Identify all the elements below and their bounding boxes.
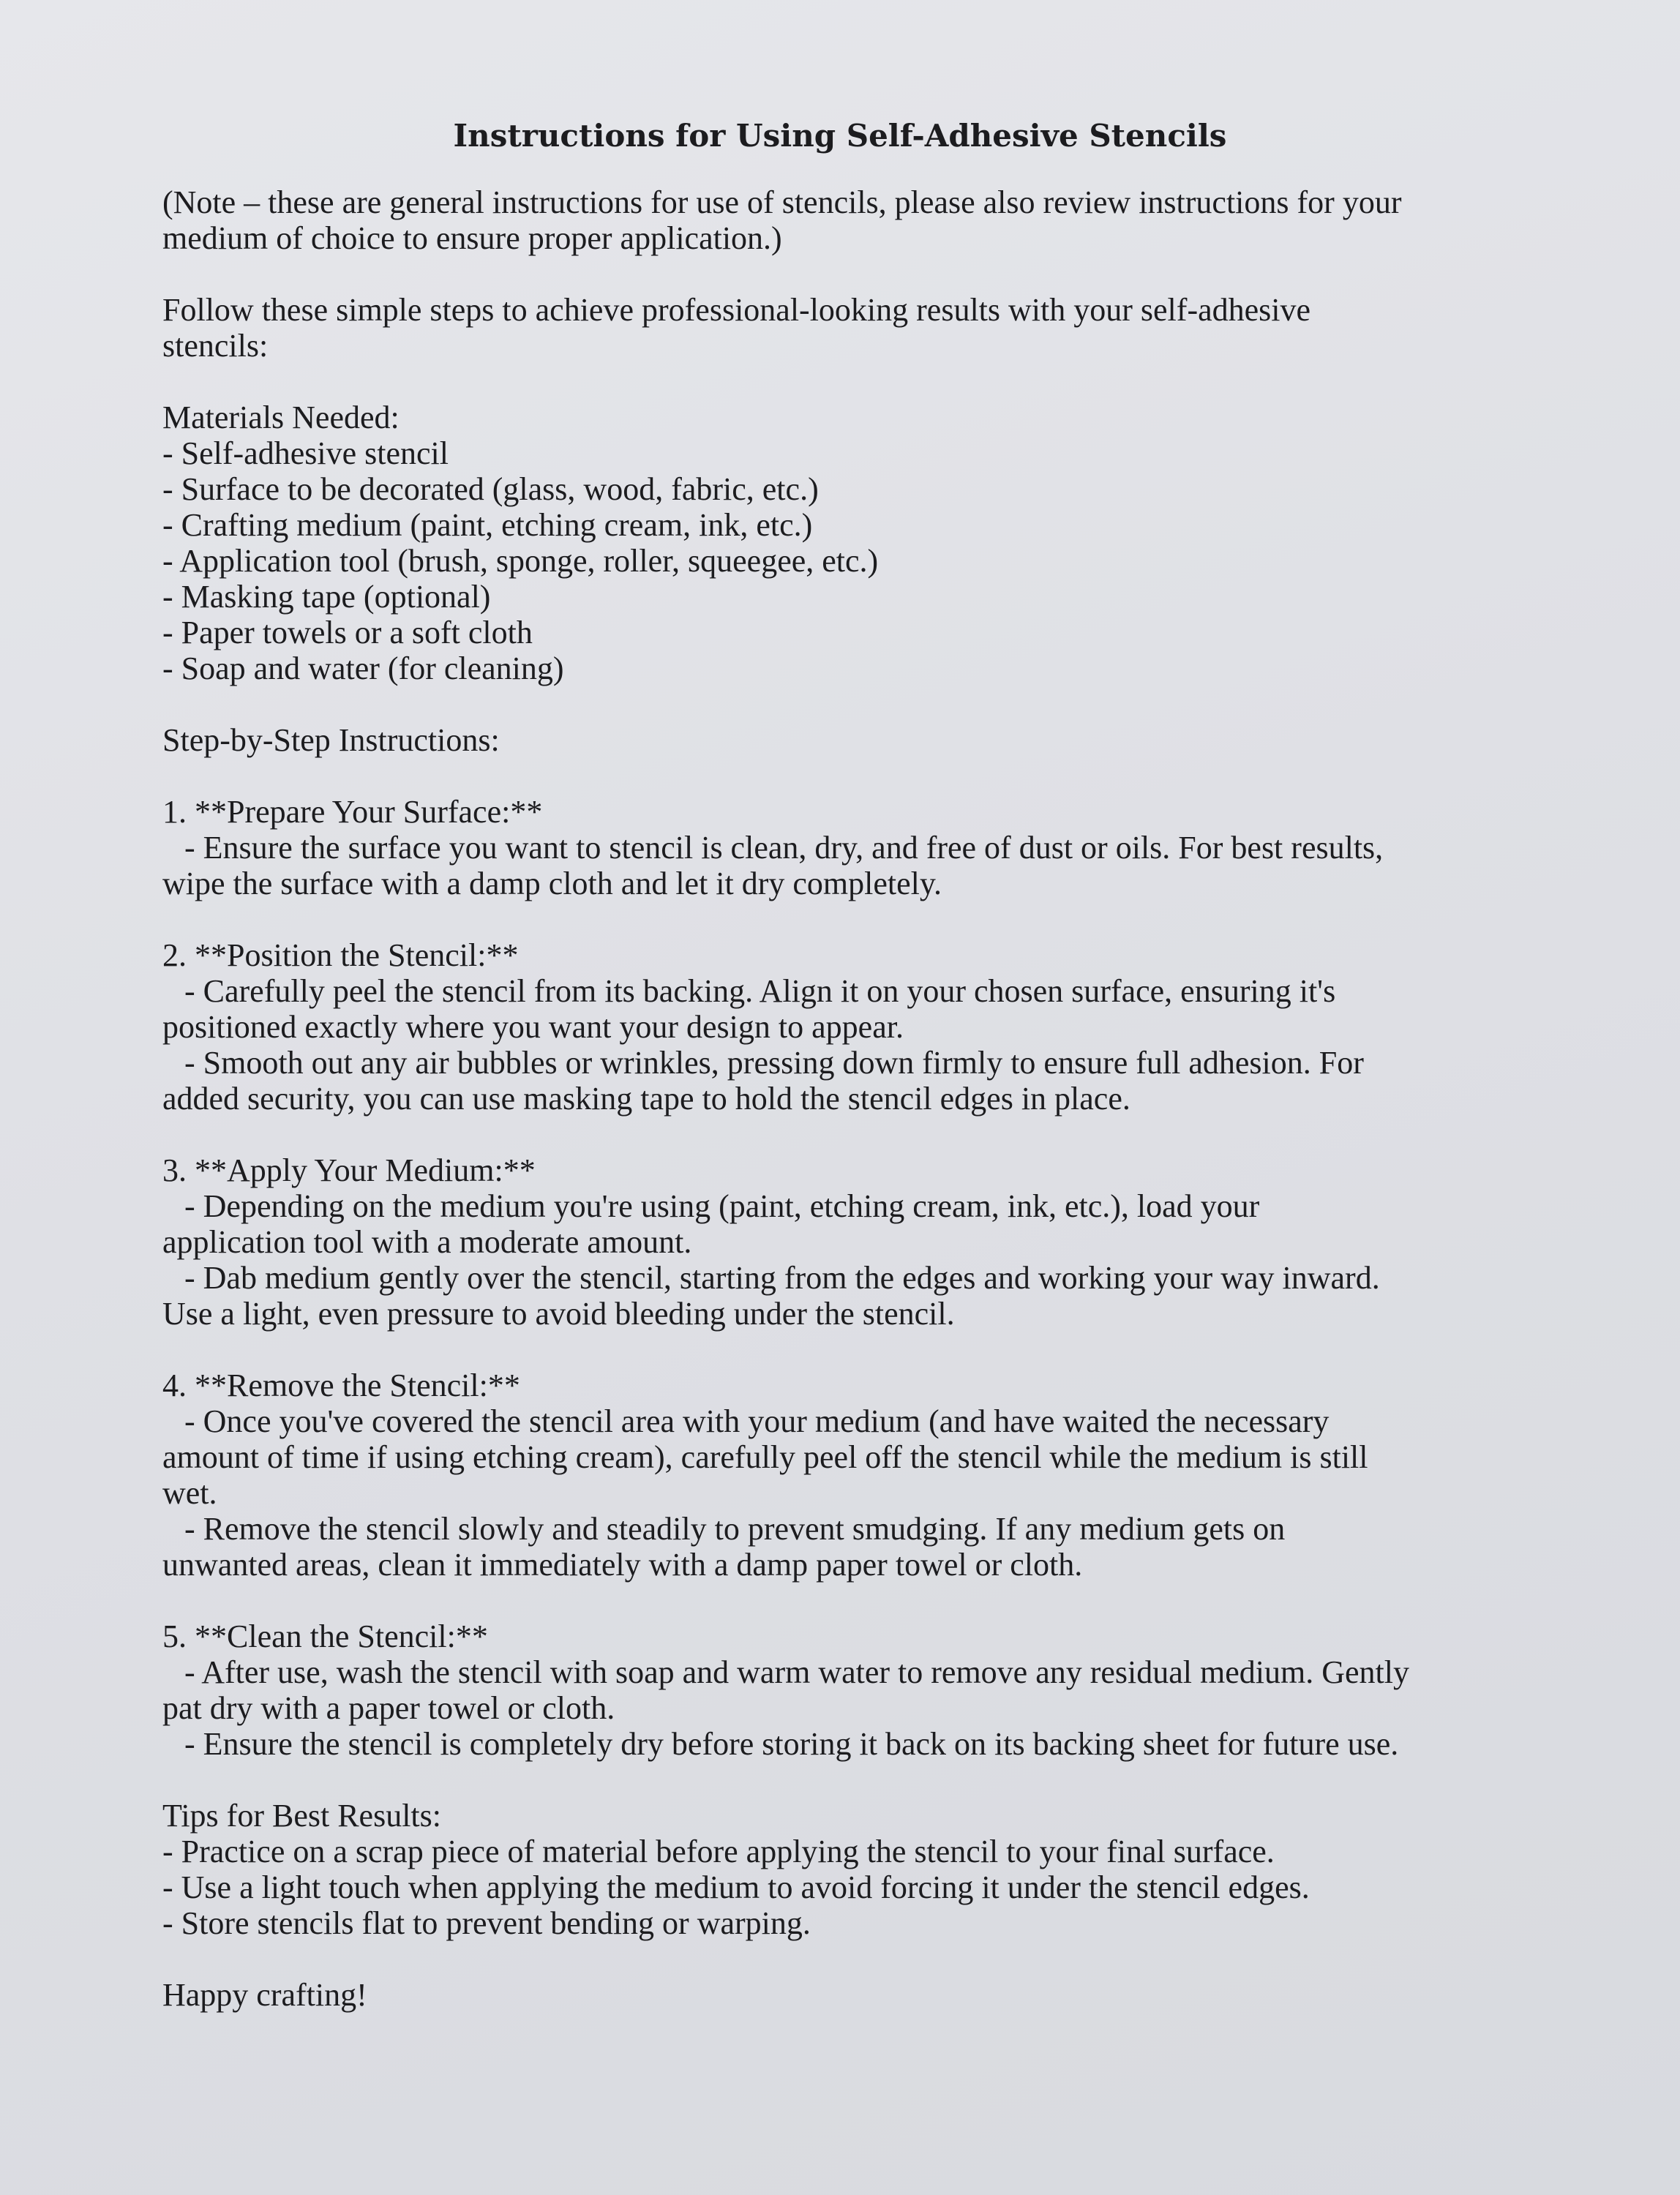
- tips-heading: Tips for Best Results:: [162, 1798, 442, 1834]
- step-line: application tool with a moderate amount.: [162, 1224, 692, 1260]
- note-paragraph: [162, 184, 1553, 256]
- materials-item: - Masking tape (optional): [162, 579, 491, 615]
- step-line: wet.: [162, 1475, 217, 1511]
- step-heading: 4. **Remove the Stencil:**: [162, 1367, 520, 1403]
- step-line: unwanted areas, clean it immediately with a damp paper towel or cloth.: [162, 1547, 1083, 1583]
- intro-line: stencils:: [162, 328, 269, 364]
- step-4: [162, 1367, 1553, 1583]
- step-1: [162, 794, 1553, 901]
- step-line: Use a light, even pressure to avoid bleeding under the stencil.: [162, 1296, 955, 1332]
- step-line: - After use, wash the stencil with soap and warm water to remove any residual medium. Gently: [184, 1654, 1409, 1690]
- note-line: medium of choice to ensure proper application.): [162, 220, 782, 256]
- step-line: - Ensure the surface you want to stencil is clean, dry, and free of dust or oils. For best results,: [184, 830, 1384, 866]
- step-heading: 3. **Apply Your Medium:**: [162, 1152, 536, 1188]
- step-line: - Once you've covered the stencil area with your medium (and have waited the necessary: [184, 1403, 1330, 1439]
- step-line: - Remove the stencil slowly and steadily to prevent smudging. If any medium gets on: [184, 1511, 1286, 1547]
- tips-item: - Practice on a scrap piece of material before applying the stencil to your final surface.: [162, 1834, 1275, 1869]
- steps-heading: Step-by-Step Instructions:: [162, 722, 500, 758]
- step-heading: 1. **Prepare Your Surface:**: [162, 794, 543, 830]
- step-line: - Depending on the medium you're using (paint, etching cream, ink, etc.), load your: [184, 1188, 1260, 1224]
- step-line: - Ensure the stencil is completely dry before storing it back on its backing sheet for future use.: [184, 1726, 1399, 1762]
- intro-line: Follow these simple steps to achieve professional-looking results with your self-adhesive: [162, 292, 1311, 328]
- tips-item: - Use a light touch when applying the medium to avoid forcing it under the stencil edges.: [162, 1869, 1310, 1905]
- materials-item: - Paper towels or a soft cloth: [162, 615, 533, 650]
- step-line: pat dry with a paper towel or cloth.: [162, 1690, 615, 1726]
- document-title: Instructions for Using Self-Adhesive Stencils: [453, 118, 1227, 154]
- step-5: [162, 1618, 1553, 1762]
- step-line: positioned exactly where you want your design to appear.: [162, 1009, 904, 1045]
- closing-line: Happy crafting!: [162, 1977, 367, 2013]
- step-line: wipe the surface with a damp cloth and let it dry completely.: [162, 866, 942, 901]
- step-line: - Dab medium gently over the stencil, starting from the edges and working your way inward.: [184, 1260, 1380, 1296]
- step-heading: 2. **Position the Stencil:**: [162, 937, 519, 973]
- step-2: [162, 937, 1553, 1117]
- step-line: - Carefully peel the stencil from its backing. Align it on your chosen surface, ensuring it's: [184, 973, 1336, 1009]
- materials-item: - Self-adhesive stencil: [162, 435, 449, 471]
- materials-item: - Soap and water (for cleaning): [162, 650, 564, 686]
- intro-paragraph: [162, 292, 1553, 364]
- step-line: added security, you can use masking tape to hold the stencil edges in place.: [162, 1081, 1130, 1117]
- step-heading: 5. **Clean the Stencil:**: [162, 1618, 488, 1654]
- note-line: (Note – these are general instructions for use of stencils, please also review instructions for your: [162, 184, 1402, 220]
- step-line: - Smooth out any air bubbles or wrinkles, pressing down firmly to ensure full adhesion. For: [184, 1045, 1364, 1081]
- materials-item: - Crafting medium (paint, etching cream, ink, etc.): [162, 507, 813, 543]
- materials-section: [162, 399, 1553, 686]
- materials-heading: Materials Needed:: [162, 399, 400, 435]
- document-body: [162, 184, 1553, 2013]
- materials-item: - Surface to be decorated (glass, wood, fabric, etc.): [162, 471, 819, 507]
- materials-item: - Application tool (brush, sponge, roller, squeegee, etc.): [162, 543, 879, 579]
- tips-section: [162, 1798, 1553, 1941]
- step-3: [162, 1152, 1553, 1332]
- step-line: amount of time if using etching cream), carefully peel off the stencil while the medium is still: [162, 1439, 1368, 1475]
- tips-item: - Store stencils flat to prevent bending or warping.: [162, 1905, 811, 1941]
